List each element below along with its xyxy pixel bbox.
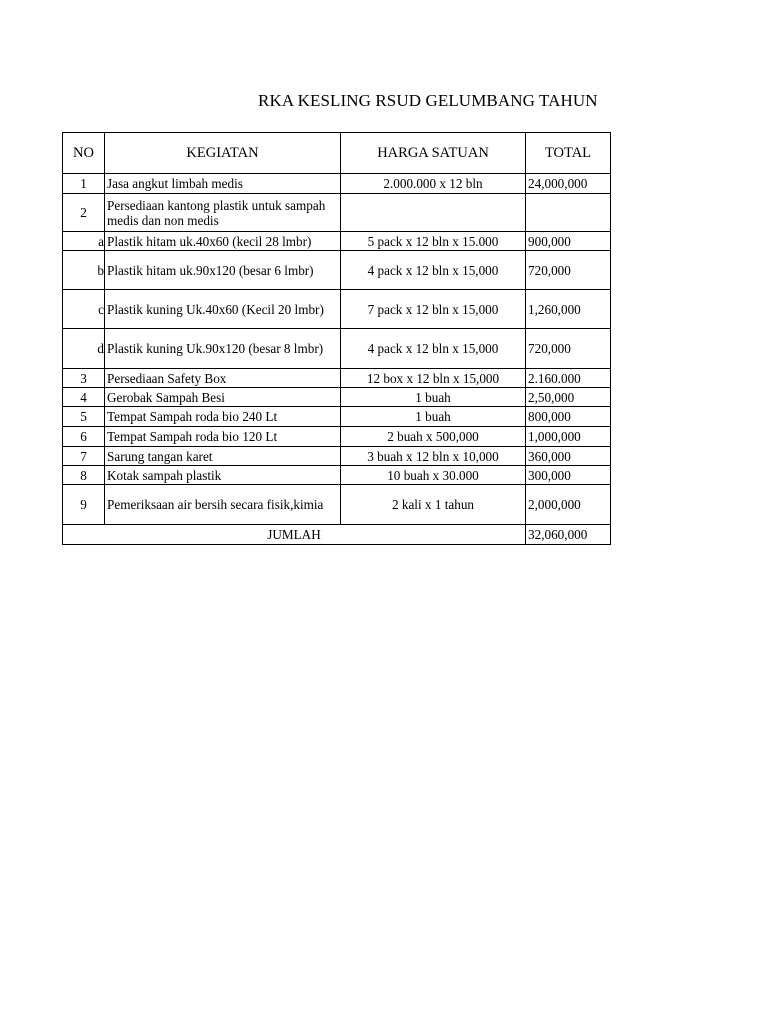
table-header-row xyxy=(63,133,611,174)
document-title: RKA KESLING RSUD GELUMBANG TAHUN xyxy=(258,91,598,110)
row-no: 7 xyxy=(63,447,105,466)
table-row xyxy=(63,485,611,525)
table-row xyxy=(63,251,611,290)
header-kegiatan: KEGIATAN xyxy=(105,133,341,174)
row-no: 4 xyxy=(63,388,105,407)
row-kegiatan: Kotak sampah plastik xyxy=(105,466,341,485)
row-harga-satuan: 3 buah x 12 bln x 10,000 xyxy=(341,447,526,466)
row-kegiatan: Jasa angkut limbah medis xyxy=(105,174,341,194)
row-kegiatan: Persediaan kantong plastik untuk sampah medis dan non medis xyxy=(105,194,341,232)
row-kegiatan: Plastik kuning Uk.40x60 (Kecil 20 lmbr) xyxy=(105,290,341,329)
row-kegiatan: Gerobak Sampah Besi xyxy=(105,388,341,407)
row-total: 1,260,000 xyxy=(526,290,611,329)
table-row xyxy=(63,194,611,232)
row-harga-satuan: 1 buah xyxy=(341,407,526,427)
row-total xyxy=(526,194,611,232)
table-row xyxy=(63,290,611,329)
row-no: 2 xyxy=(63,194,105,232)
row-harga-satuan xyxy=(341,194,526,232)
row-harga-satuan: 2 buah x 500,000 xyxy=(341,427,526,447)
row-harga-satuan: 2.000.000 x 12 bln xyxy=(341,174,526,194)
row-harga-satuan: 2 kali x 1 tahun xyxy=(341,485,526,525)
table-row xyxy=(63,369,611,388)
total-row xyxy=(63,525,611,545)
row-no: 3 xyxy=(63,369,105,388)
row-harga-satuan: 10 buah x 30.000 xyxy=(341,466,526,485)
row-kegiatan: Persediaan Safety Box xyxy=(105,369,341,388)
row-harga-satuan: 5 pack x 12 bln x 15.000 xyxy=(341,232,526,251)
table-row xyxy=(63,427,611,447)
row-total: 1,000,000 xyxy=(526,427,611,447)
budget-table xyxy=(62,132,611,545)
header-no: NO xyxy=(63,133,105,174)
row-kegiatan: Plastik hitam uk.40x60 (kecil 28 lmbr) xyxy=(105,232,341,251)
row-total: 2,000,000 xyxy=(526,485,611,525)
row-no: 5 xyxy=(63,407,105,427)
row-no: 1 xyxy=(63,174,105,194)
row-harga-satuan: 7 pack x 12 bln x 15,000 xyxy=(341,290,526,329)
row-harga-satuan: 4 pack x 12 bln x 15,000 xyxy=(341,251,526,290)
row-harga-satuan: 12 box x 12 bln x 15,000 xyxy=(341,369,526,388)
row-total: 2,50,000 xyxy=(526,388,611,407)
table-row xyxy=(63,466,611,485)
header-total: TOTAL xyxy=(526,133,611,174)
header-harga-satuan: HARGA SATUAN xyxy=(341,133,526,174)
row-kegiatan: Pemeriksaan air bersih secara fisik,kimia xyxy=(105,485,341,525)
row-total: 800,000 xyxy=(526,407,611,427)
row-kegiatan: Plastik kuning Uk.90x120 (besar 8 lmbr) xyxy=(105,329,341,369)
table-row xyxy=(63,407,611,427)
row-no: c xyxy=(63,290,105,329)
row-no: 8 xyxy=(63,466,105,485)
table-row xyxy=(63,174,611,194)
jumlah-total: 32,060,000 xyxy=(526,525,611,545)
row-kegiatan: Tempat Sampah roda bio 120 Lt xyxy=(105,427,341,447)
row-total: 2.160.000 xyxy=(526,369,611,388)
row-total: 360,000 xyxy=(526,447,611,466)
table-row xyxy=(63,447,611,466)
table-row xyxy=(63,388,611,407)
row-total: 900,000 xyxy=(526,232,611,251)
row-no: 6 xyxy=(63,427,105,447)
row-no: 9 xyxy=(63,485,105,525)
row-no: a xyxy=(63,232,105,251)
row-no: b xyxy=(63,251,105,290)
row-harga-satuan: 1 buah xyxy=(341,388,526,407)
row-total: 720,000 xyxy=(526,251,611,290)
table-row xyxy=(63,232,611,251)
row-harga-satuan: 4 pack x 12 bln x 15,000 xyxy=(341,329,526,369)
table-row xyxy=(63,329,611,369)
row-total: 720,000 xyxy=(526,329,611,369)
row-total: 24,000,000 xyxy=(526,174,611,194)
row-no: d xyxy=(63,329,105,369)
row-kegiatan: Plastik hitam uk.90x120 (besar 6 lmbr) xyxy=(105,251,341,290)
jumlah-label: JUMLAH xyxy=(63,525,526,545)
row-total: 300,000 xyxy=(526,466,611,485)
row-kegiatan: Sarung tangan karet xyxy=(105,447,341,466)
row-kegiatan: Tempat Sampah roda bio 240 Lt xyxy=(105,407,341,427)
